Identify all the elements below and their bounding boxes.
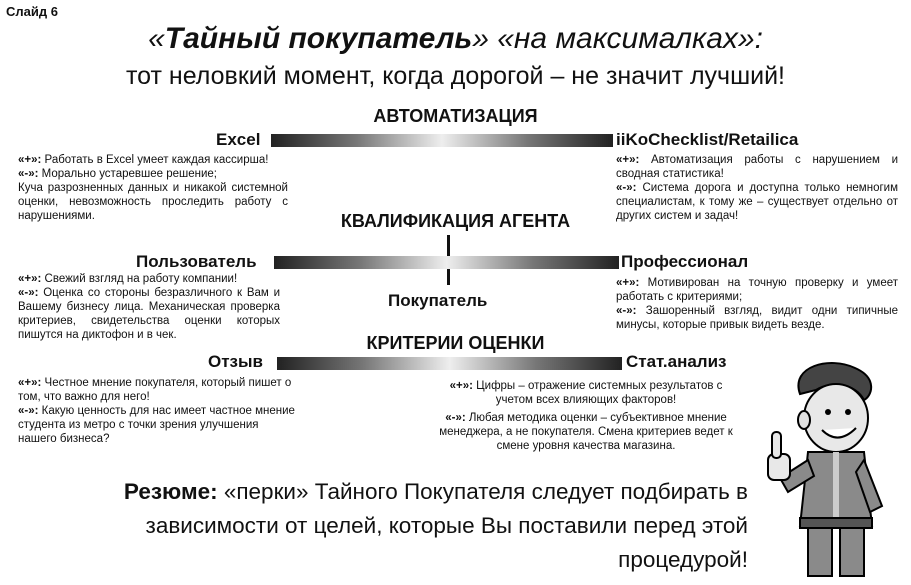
automation-right-label: iiKoChecklist/Retailica — [616, 130, 799, 149]
qualification-left-text: «+»: Свежий взгляд на работу компании! «-»: Оценка со стороны безразличного к Вам и Вашему бизнесу лица. Механическая проверка критериев, свидетельства оценки которых пишутся на диктофон и в чек. — [18, 273, 280, 341]
summary-text: Резюме: «перки» Тайного Покупателя следует подбирать в зависимости от целей, которые Вы поставили перед этой процедурой! — [123, 479, 748, 572]
criteria-right-text: «+»: Цифры – отражение системных результатов с учетом всех влияющих факторов! «-»: Любая методика оценки – субъективное мнение менеджера, а не покупателя. Смена критериев ведет к смене уровня качества магазина. — [439, 380, 733, 452]
criteria-right-label: Стат.анализ — [626, 352, 727, 371]
qualification-scale-bar — [274, 256, 619, 269]
qualification-right-label: Профессионал — [621, 252, 749, 271]
automation-right-text: «+»: Автоматизация работы с нарушением и сводная статистика! «-»: Система дорога и доступна только немногим специалистам, к тому же – существует отдельно от других систем и задач! — [616, 154, 898, 222]
automation-scale-bar — [271, 134, 613, 147]
vault-boy-thumbs-up-icon — [760, 356, 905, 581]
slide-title: «Тайный покупатель» «на максималках»: — [148, 22, 763, 55]
automation-left-text: «+»: Работать в Excel умеет каждая кассирша! «-»: Морально устаревшее решение; Куча разрозненных данных и никакой системной оценки, невозможность проследить работу с нарушениями. — [18, 154, 288, 222]
qualification-heading: КВАЛИФИКАЦИЯ АГЕНТА — [340, 211, 571, 231]
criteria-left-label: Отзыв — [208, 352, 263, 371]
slide-number: Слайд 6 — [6, 4, 58, 19]
criteria-scale-bar — [277, 357, 622, 370]
qualification-left-label: Пользователь — [136, 252, 257, 271]
qualification-center-label: Покупатель — [388, 291, 488, 310]
criteria-heading: КРИТЕРИИ ОЦЕНКИ — [366, 333, 545, 353]
qualification-right-text: «+»: Мотивирован на точную проверку и умеет работать с критериями; «-»: Зашоренный взгляд, видит одни типичные минусы, которые привык видеть везде. — [616, 277, 898, 331]
automation-left-label: Excel — [216, 130, 261, 149]
slide-subtitle: тот неловкий момент, когда дорогой – не значит лучший! — [125, 62, 786, 90]
criteria-left-text: «+»: Честное мнение покупателя, который пишет о том, что важно для него! «-»: Какую ценность для нас имеет частное мнение студента из метро с точки зрения улучшения нашего бизнеса? — [18, 377, 295, 445]
automation-heading: АВТОМАТИЗАЦИЯ — [373, 106, 538, 126]
